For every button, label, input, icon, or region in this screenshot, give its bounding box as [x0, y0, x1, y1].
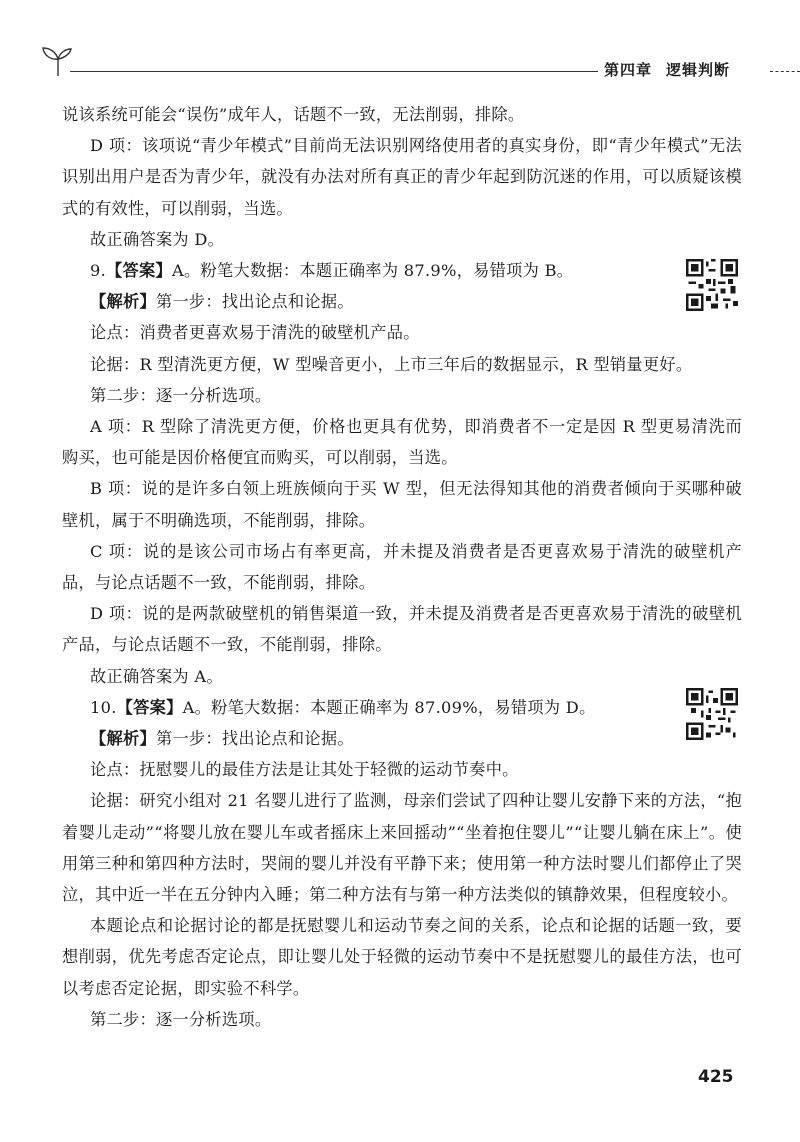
- q9-answer-line: 9.【答案】A。粉笔大数据：本题正确率为 87.9%，易错项为 B。: [90, 261, 574, 281]
- paragraph: C 项：说的是该公司市场占有率更高，并未提及消费者是否更喜欢易于清洗的破壁机产品，与论点话题不一致，不能削弱，排除。: [62, 541, 742, 593]
- paragraph: 论点：抚慰婴儿的最佳方法是让其处于轻微的运动节奏中。: [90, 760, 519, 780]
- paragraph: 说该系统可能会“误伤”成年人，话题不一致，无法削弱，排除。: [62, 105, 525, 124]
- paragraph: D 项：该项说“青少年模式”目前尚无法识别网络使用者的真实身份，即“青少年模式”无法识别出用户是否为青少年，就没有办法对所有真正的青少年起到防沉迷的作用，可以质疑该模式的有效性，可以削弱，当选。: [62, 136, 742, 218]
- paragraph: B 项：说的是许多白领上班族倾向于买 W 型，但无法得知其他的消费者倾向于买哪种破壁机，属于不明确选项，不能削弱，排除。: [62, 479, 742, 530]
- qr-code-icon: [686, 259, 738, 311]
- paragraph: A 项：R 型除了清洗更方便，价格也更具有优势，即消费者不一定是因 R 型更易清洗而购买，也可能是因价格便宜而购买，可以削弱，当选。: [62, 417, 742, 468]
- paragraph: 第二步：逐一分析选项。: [90, 385, 272, 405]
- q10-analysis-line: 【解析】第一步：找出论点和论据。: [90, 729, 354, 749]
- header-rule-tail: [770, 71, 800, 72]
- paragraph: 故正确答案为 D。: [90, 229, 225, 249]
- header-rule: [70, 71, 625, 72]
- paragraph: 论点：消费者更喜欢易于清洗的破壁机产品。: [90, 323, 420, 343]
- paragraph: 故正确答案为 A。: [90, 666, 223, 686]
- paragraph: 第二步：逐一分析选项。: [90, 1009, 272, 1029]
- paragraph: D 项：说的是两款破壁机的销售渠道一致，并未提及消费者是否更喜欢易于清洗的破壁机产品，与论点话题不一致，不能削弱，排除。: [62, 604, 742, 655]
- page-header: [40, 44, 800, 84]
- q10-answer-line: 10.【答案】A。粉笔大数据：本题正确率为 87.09%，易错项为 D。: [90, 697, 596, 717]
- q9-analysis-line: 【解析】第一步：找出论点和论据。: [90, 292, 354, 312]
- chapter-title: 第四章 逻辑判断: [598, 59, 736, 80]
- paragraph: 论据：R 型清洗更方便，W 型噪音更小，上市三年后的数据显示，R 型销量更好。: [90, 354, 693, 374]
- qr-code-icon: [686, 688, 738, 740]
- page-number: 425: [698, 1067, 734, 1087]
- paragraph: 本题论点和论据讨论的都是抚慰婴儿和运动节奏之间的关系，论点和论据的话题一致，要想削弱，优先考虑否定论点，即让婴儿处于轻微的运动节奏中不是抚慰婴儿的最佳方法，也可以考虑否定论据，即实验不科学。: [62, 916, 742, 998]
- paragraph: 论据：研究小组对 21 名婴儿进行了监测，母亲们尝试了四种让婴儿安静下来的方法，“抱着婴儿走动”“将婴儿放在婴儿车或者摇床上来回摇动”“坐着抱住婴儿”“让婴儿躺在床上”。使用第三种和第四种方法时，哭闹的婴儿并没有平静下来；使用第一种方法时婴儿们都停止了哭泣，其中近一半在五分钟内入睡；第二种方法有与第一种方法类似的镇静效果，但程度较小。: [62, 791, 742, 905]
- sprout-icon: [40, 44, 76, 78]
- page-body: [62, 99, 742, 1035]
